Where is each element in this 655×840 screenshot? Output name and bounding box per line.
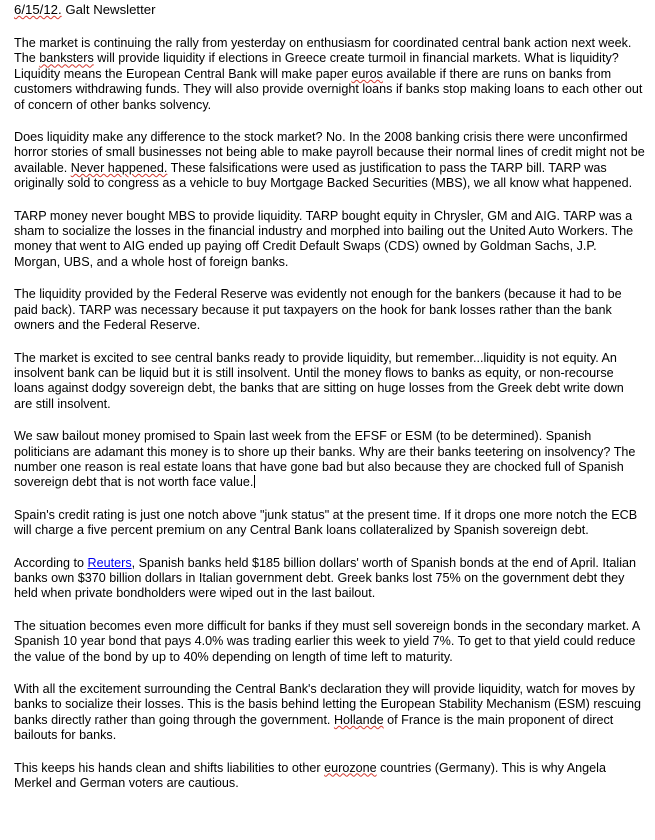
paragraph-text: Spain's credit rating is just one notch above "junk status" at the present time. If it drops one more notch the ECB will charge a five percent premium on any Central Bank loans collateralized by Spanish sovereign debt.	[14, 507, 638, 538]
paragraph-text: countries (Germany). This is why Angela Merkel and German voters are cautious.	[14, 760, 606, 791]
spellcheck-flagged-word: Never happened.	[70, 160, 168, 175]
paragraph	[14, 351, 645, 413]
spellcheck-flagged-word: euros	[351, 66, 383, 81]
reuters-link[interactable]: Reuters	[87, 555, 132, 570]
paragraph-text: The market is continuing the rally from yesterday on enthusiasm for coordinated central bank action next week. The	[14, 36, 632, 66]
paragraph-text: According to	[14, 555, 88, 570]
paragraph	[14, 429, 645, 491]
spellcheck-flagged-word: banksters	[39, 51, 94, 66]
paragraph-text: This keeps his hands clean and shifts liabilities to other	[14, 760, 325, 775]
paragraph-text: available if there are runs on banks from customers withdrawing funds. They will also provide overnight loans if banks stop making loans to each other out of concern of other banks solvency.	[14, 66, 643, 112]
paragraph-text: The situation becomes even more difficult for banks if they must sell sovereign bonds in the secondary market. A Spanish 10 year bond that pays 4.0% was trading earlier this week to yield 7%. To get to that yield could reduce the value of the bond by up to 40% depending on length of time left to maturity.	[14, 618, 640, 664]
paragraph	[14, 556, 645, 602]
paragraph	[14, 287, 645, 333]
header-title: Galt Newsletter	[65, 2, 156, 17]
spellcheck-flagged-word: eurozone	[324, 760, 377, 775]
paragraph-text: will provide liquidity if elections in Greece create turmoil in financial markets. What is liquidity? Liquidity means the European Central Bank will make paper	[14, 51, 619, 81]
header-date: 6/15/12.	[14, 2, 62, 17]
paragraph-text: The liquidity provided by the Federal Reserve was evidently not enough for the bankers (because it had to be paid back). TARP was necessary because it put taxpayers on the hook for bank losses rather than the bank owners and the Federal Reserve.	[14, 287, 622, 333]
paragraph-text: These falsifications were used as justification to pass the TARP bill. TARP was originally sold to congress as a vehicle to buy Mortgage Backed Securities (MBS), we all know what happened.	[14, 160, 633, 191]
paragraph-text: With all the excitement surrounding the Central Bank's declaration they will provide liquidity, watch for moves by banks to socialize their losses. This is the basis behind letting the European Stability Mechanism (ESM) rescuing banks directly rather than going through the government.	[14, 682, 641, 727]
paragraph	[14, 761, 645, 792]
paragraph-text: TARP money never bought MBS to provide liquidity. TARP bought equity in Chrysler, GM and AIG. TARP was a sham to socialize the losses in the financial industry and morphed into bailing out the United Auto Workers. The money that went to AIG ended up paying off Credit Default Swaps (CDS) owned by Goldman Sachs, J.P. Morgan, UBS, and a whole host of foreign banks.	[14, 208, 634, 269]
text-cursor	[254, 475, 255, 488]
newsletter-header	[14, 2, 645, 18]
paragraph	[14, 508, 645, 539]
paragraph-text: of France is the main proponent of direct bailouts for banks.	[14, 712, 614, 743]
paragraph-text: Does liquidity make any difference to the stock market? No. In the 2008 banking crisis there were unconfirmed horror stories of small businesses not being able to make payroll because their normal lines of credit might not be available.	[14, 130, 645, 175]
paragraph	[14, 209, 645, 271]
paragraph	[14, 36, 645, 113]
newsletter-body	[14, 36, 645, 791]
paragraph-text: We saw bailout money promised to Spain last week from the EFSF or ESM (to be determined). Spanish politicians are adamant this money is to shore up their banks. Why are their banks teetering on insolvency? The number one reason is real estate loans that have gone bad but also because they are chocked full of Spanish sovereign debt that is not worth face value.	[14, 429, 636, 490]
paragraph-text: , Spanish banks held $185 billion dollars' worth of Spanish bonds at the end of April. Italian banks own $370 billion dollars in Italian government debt. Greek banks lost 75% on the government debt they held when private bondholders were wiped out in the last bailout.	[14, 555, 637, 601]
spellcheck-flagged-word: Hollande	[333, 712, 384, 727]
paragraph	[14, 619, 645, 665]
paragraph-text: The market is excited to see central banks ready to provide liquidity, but remember...liquidity is not equity. An insolvent bank can be liquid but it is still insolvent. Until the money flows to banks as equity, or non-recourse loans against dodgy sovereign debt, the banks that are sitting on huge losses from the Greek debt write down are still insolvent.	[14, 350, 624, 411]
paragraph	[14, 130, 645, 192]
paragraph	[14, 682, 645, 744]
